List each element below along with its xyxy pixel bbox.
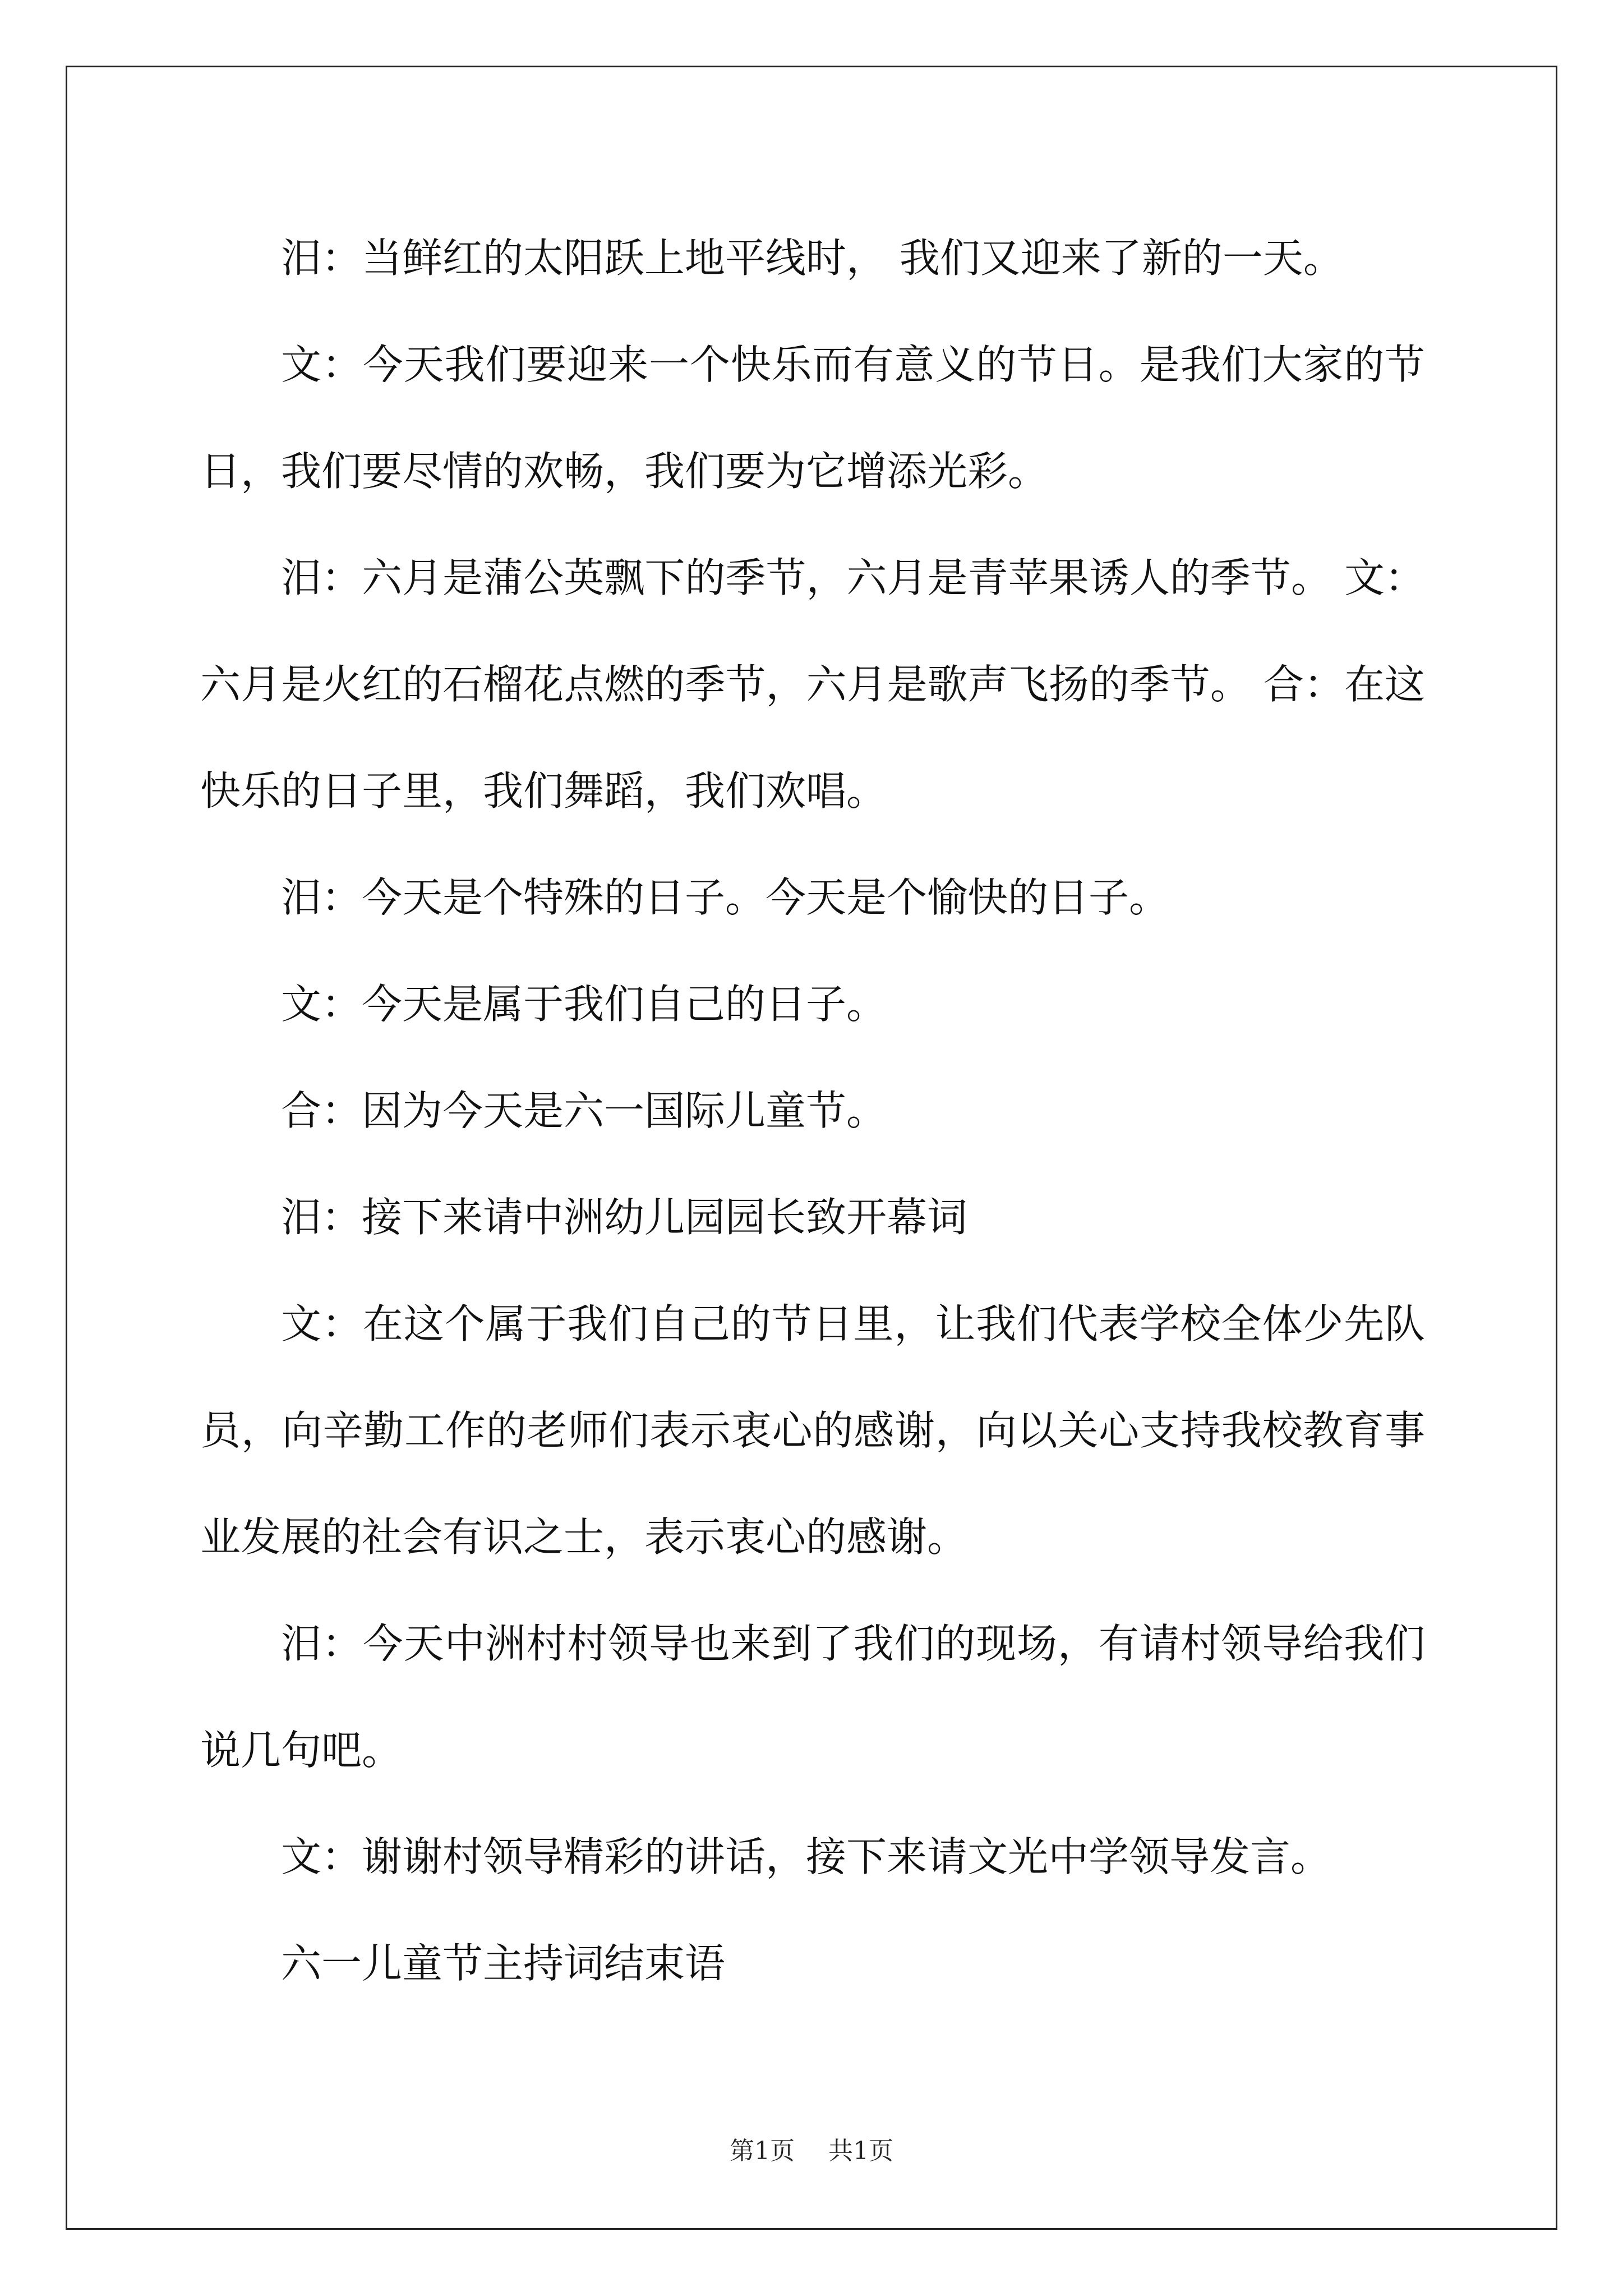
- paragraph: 文：今天我们要迎来一个快乐而有意义的节日。是我们大家的节日，我们要尽情的欢畅，我们要为它增添光彩。: [200, 341, 1425, 495]
- paragraph: 汨：当鲜红的太阳跃上地平线时， 我们又迎来了新的一天。: [281, 234, 1344, 282]
- paragraph: 文：今天是属于我们自己的日子。: [281, 981, 887, 1028]
- paragraph: 汨：接下来请中洲幼儿园园长致开幕词: [281, 1194, 968, 1241]
- page-footer: [0, 2134, 1623, 2168]
- page-number-total: 共1页: [828, 2137, 893, 2165]
- paragraph: 汨：六月是蒲公英飘下的季节，六月是青苹果诱人的季节。 文：六月是火红的石榴花点燃的季节，六月是歌声飞扬的季节。 合：在这快乐的日子里，我们舞蹈，我们欢唱。: [200, 554, 1425, 815]
- paragraph: 汨：今天是个特殊的日子。今天是个愉快的日子。: [281, 874, 1170, 921]
- section-heading: 六一儿童节主持词结束语: [281, 1940, 726, 1987]
- document-body: [200, 205, 1425, 2017]
- paragraph: 文：谢谢村领导精彩的讲话，接下来请文光中学领导发言。: [281, 1833, 1331, 1880]
- paragraph: 文：在这个属于我们自己的节日里，让我们代表学校全体少先队员，向辛勤工作的老师们表示衷心的感谢，向以关心支持我校教育事业发展的社会有识之士，表示衷心的感谢。: [200, 1300, 1425, 1561]
- paragraph: 合：因为今天是六一国际儿童节。: [281, 1087, 887, 1134]
- paragraph: 汨：今天中洲村村领导也来到了我们的现场，有请村领导给我们说几句吧。: [200, 1620, 1425, 1774]
- page-number-current: 第1页: [730, 2137, 795, 2165]
